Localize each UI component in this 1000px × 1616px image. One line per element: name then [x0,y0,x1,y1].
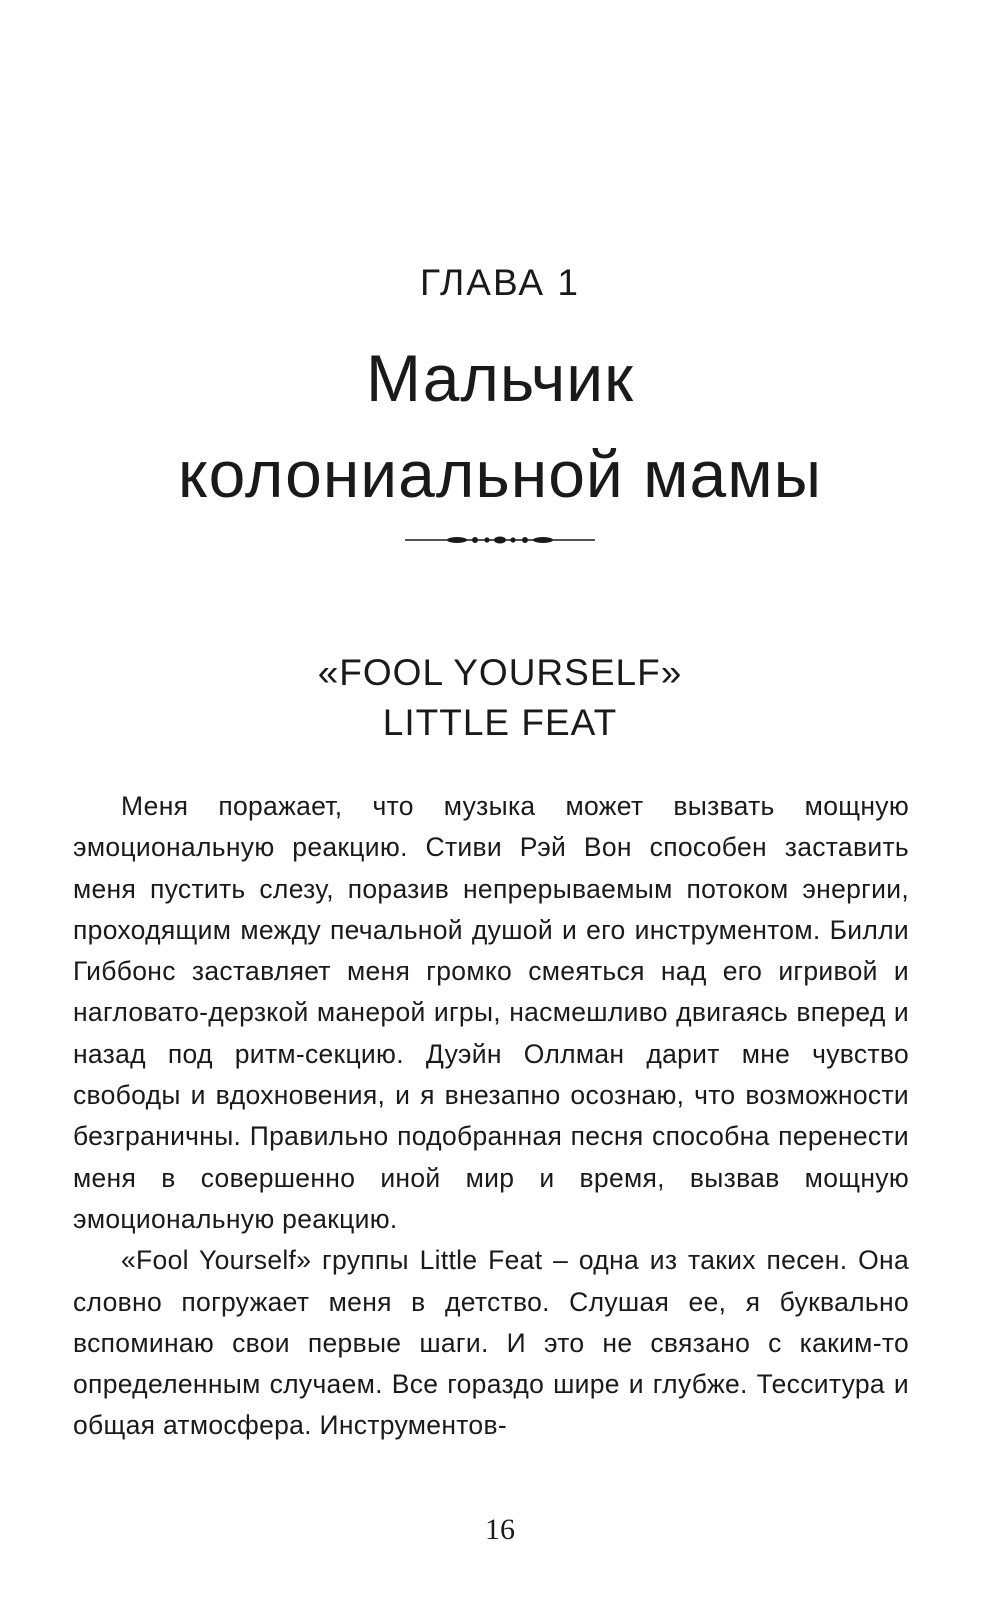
chapter-title-line-1: Мальчик [365,341,635,415]
chapter-title-line-2: колониальной мамы [178,437,822,511]
paragraph: «Fool Yourself» группы Little Feat – одна из таких песен. Она словно погружает меня в детство. Слушая ее, я буквально вспоминаю свои первые шаги. И это не связано с каким-то определенным случаем. Все гораздо шире и глубже. Тесситура и общая атмосфера. Инструментов- [73,1245,909,1441]
song-heading [0,648,1000,748]
chapter-label: ГЛАВА 1 [420,262,580,303]
song-artist: LITTLE FEAT [382,702,618,743]
page-number: 16 [485,1513,515,1546]
chapter-title [0,330,1000,522]
paragraph: Меня поражает, что музыка может вызвать мощную эмоциональную реакцию. Стиви Рэй Вон способен заставить меня пустить слезу, поразив непрерываемым потоком энергии, проходящим между печальной душой и его инструментом. Билли Гиббонс заставляет меня громко смеяться над его игривой и нагловато-дерзкой манерой игры, насмешливо двигаясь вперед и назад под ритм-секцию. Дуэйн Оллман дарит мне чувство свободы и вдохновения, и я внезапно осознаю, что возможности безграничны. Правильно подобранная песня способна перенести меня в совершенно иной мир и время, вызвав мощную эмоциональную реакцию. [73,791,909,1234]
decorative-divider-icon [405,530,595,550]
song-title: «FOOL YOURSELF» [317,652,683,693]
ornament-divider [0,530,1000,550]
body-text [73,786,909,1447]
